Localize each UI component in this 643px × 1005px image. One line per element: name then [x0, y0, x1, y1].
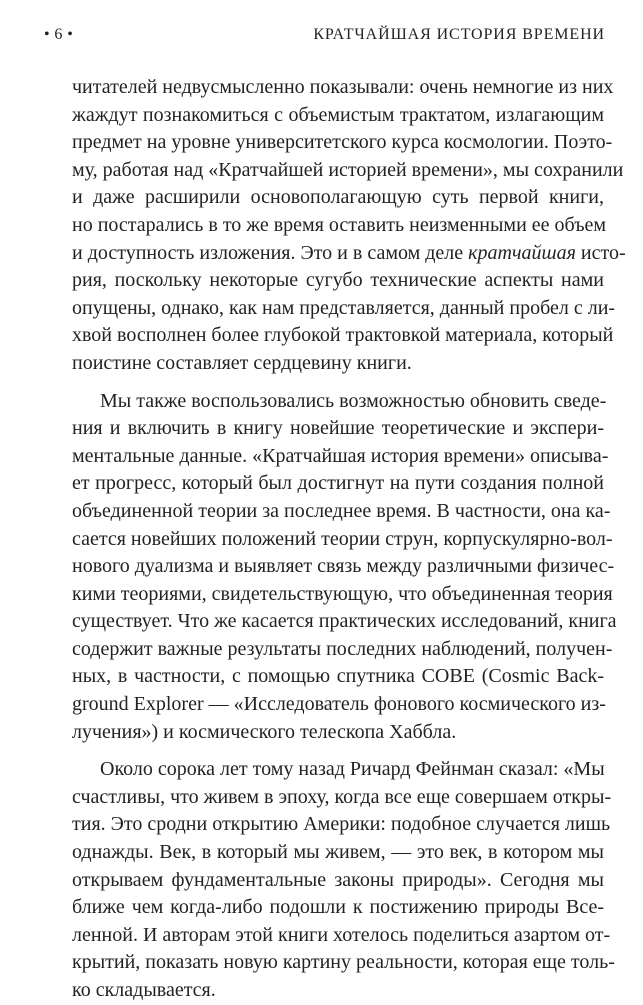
- body-text: [72, 74, 626, 1005]
- text-line: ground Explorer — «Исследователь фонового космического из-: [72, 693, 606, 716]
- text-line: предмет на уровне университетского курса космологии. Поэто-: [72, 131, 613, 154]
- text-line: кими теориями, свидетельствующую, что объединенная теория: [72, 582, 613, 605]
- paragraph-3: [72, 756, 615, 1004]
- text-line: ближе чем когда-либо подошли к постижению природы Все-: [72, 896, 604, 919]
- text-segment: и доступность изложения. Это и в самом деле: [72, 241, 464, 264]
- text-line: существует. Что же касается практических исследований, книга: [72, 610, 617, 633]
- text-line: Около сорока лет тому назад Ричард Фейнман сказал: «Мы: [100, 758, 605, 781]
- text-line: открываем фундаментальные законы природы». Сегодня мы: [72, 868, 604, 891]
- text-line: лучения») и космического телескопа Хаббла.: [72, 720, 457, 743]
- text-line: поистине составляет сердцевину книги.: [72, 351, 412, 374]
- text-line: однажды. Век, в который мы живем, — это век, в котором мы: [72, 841, 604, 864]
- text-line: ко складывается.: [72, 979, 216, 1001]
- paragraph-1: [72, 74, 626, 378]
- text-line: му, работая над «Кратчайшей историей времени», мы сохранили: [72, 158, 624, 181]
- text-line: хвой восполнен более глубокой трактовкой материала, который: [72, 324, 614, 347]
- text-line: ментальные данные. «Кратчайшая история времени» описыва-: [72, 444, 609, 467]
- text-line-with-emphasis: [72, 240, 626, 268]
- text-line: опущены, однако, как нам представляется, данный пробел с ли-: [72, 296, 616, 319]
- text-line: объединенной теории за последнее время. В частности, она ка-: [72, 499, 611, 522]
- text-line: нового дуализма и выявляет связь между различными физичес-: [72, 555, 615, 578]
- running-title: КРАТЧАЙШАЯ ИСТОРИЯ ВРЕМЕНИ: [313, 26, 605, 43]
- text-line: крытий, показать новую картину реальности, которая еще толь-: [72, 951, 615, 974]
- running-header: [44, 26, 605, 48]
- text-line: и даже расширили основополагающую суть первой книги,: [72, 186, 604, 209]
- text-line: сается новейших положений теории струн, корпускулярно-вол-: [72, 527, 613, 550]
- emphasis-word: кратчайшая: [468, 241, 576, 264]
- text-line: тия. Это сродни открытию Америки: подобное случается лишь: [72, 813, 611, 836]
- text-line: содержит важные результаты последних наблюдений, получен-: [72, 637, 613, 660]
- text-line: ния и включить в книгу новейшие теоретические и экспери-: [72, 417, 604, 440]
- text-line: счастливы, что живем в эпоху, когда все еще совершаем откры-: [72, 785, 612, 808]
- text-segment: исто-: [575, 241, 626, 264]
- text-line: ет прогресс, который был достигнут на пути создания полной: [72, 472, 604, 495]
- text-line: жаждут познакомиться с объемистым трактатом, излагающим: [72, 103, 604, 126]
- paragraph-2: [72, 388, 617, 747]
- text-line: ленной. И авторам этой книги хотелось поделиться азартом от-: [72, 923, 611, 946]
- text-line: но постарались в то же время оставить неизменными ее объем: [72, 213, 607, 236]
- page-number: • 6 •: [44, 26, 74, 43]
- text-line: читателей недвусмысленно показывали: очень немногие из них: [72, 76, 614, 98]
- text-line: рия, поскольку некоторые сугубо технические аспекты нами: [72, 269, 604, 292]
- text-line: Мы также воспользовались возможностью обновить сведе-: [100, 389, 607, 412]
- text-line: ных, в частности, с помощью спутника COBE (Cosmic Back-: [72, 665, 604, 688]
